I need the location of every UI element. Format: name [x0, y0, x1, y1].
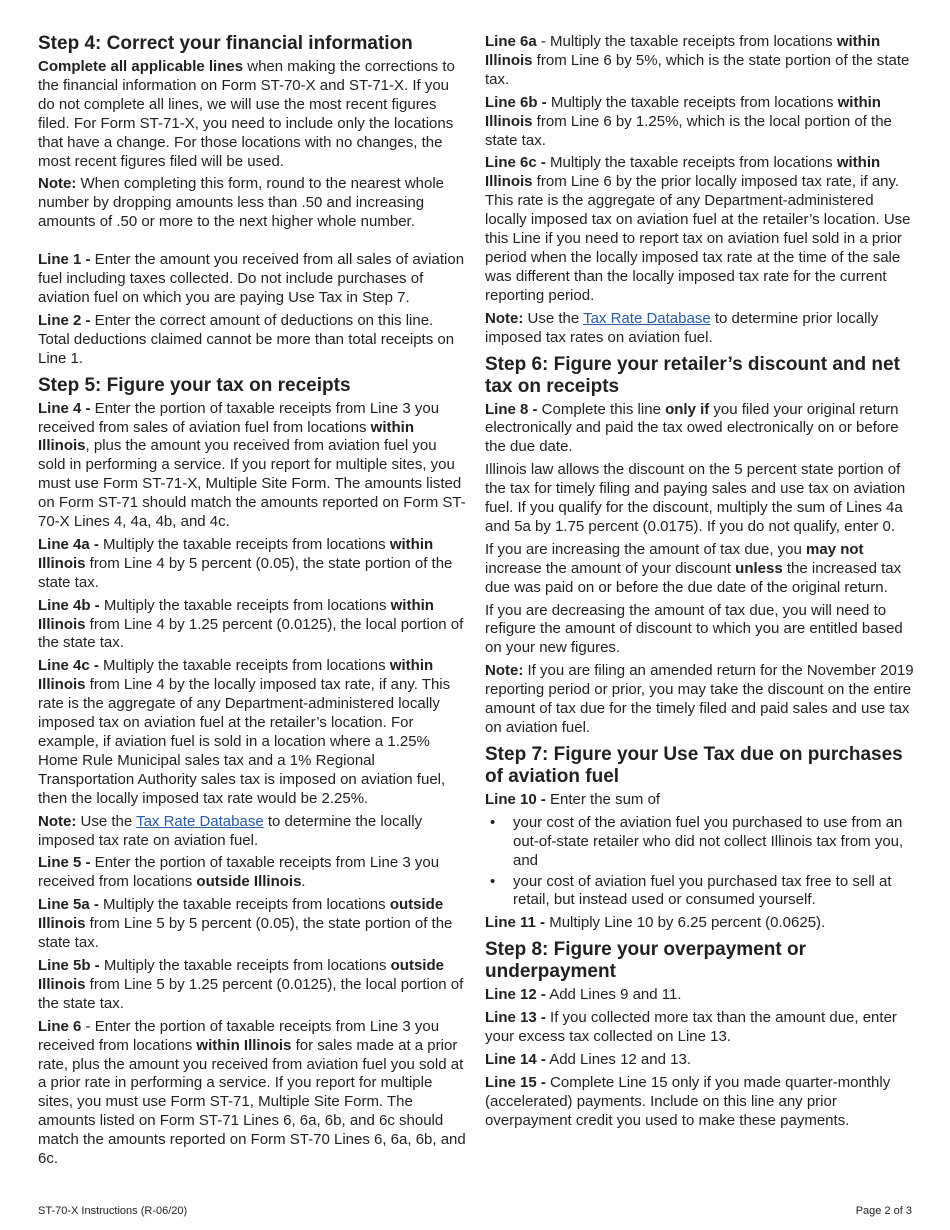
line-text: Add Lines 12 and 13.: [545, 1050, 691, 1068]
note-label: Note:: [485, 662, 524, 680]
line-label: Line 5b -: [38, 956, 100, 974]
list-item: • your cost of aviation fuel you purchased tax free to sell at retail, but instead used or consumed yourself.: [513, 873, 915, 911]
note-text: Use the: [523, 309, 584, 327]
line-text: - Multiply the taxable receipts from locations: [536, 33, 837, 50]
left-column: [38, 33, 468, 1173]
prior-rate-note: [485, 310, 915, 348]
note-text: When completing this form, round to the nearest whole number by dropping amounts less than .50 and increasing amounts of .50 or more to the next higher whole number.: [38, 175, 445, 231]
line2-instruction: [38, 312, 468, 369]
line-text: Multiply the taxable receipts from locations: [99, 956, 391, 974]
line10-bullet-list: [485, 814, 915, 911]
line-bold: within Illinois: [485, 154, 881, 191]
line-text: Multiply the taxable receipts from locations: [99, 596, 391, 614]
step4-intro-bold: Complete all applicable lines: [38, 58, 244, 75]
line-text: for sales made at a prior rate, plus the amount you received from aviation fuel you sold at a prior rate in performing a service. If you report for multiple sites, you must use Form ST-71, Multiple Site Form. The amounts listed on Form ST-71 Lines 6, 6a, 6b, and 6c should match the amounts reported on Form ST-70 Lines 6, 6a, 6b, and 6c.: [38, 1036, 466, 1168]
line-label: Line 4a -: [38, 535, 99, 553]
line-text: Enter the correct amount of deductions on this line. Total deductions claimed cannot be more than total receipts on Line 1.: [38, 311, 455, 367]
line-label: Line 6a: [485, 33, 537, 50]
page-number: Page 2 of 3: [855, 1205, 912, 1217]
paragraph-text: If you are increasing the amount of tax due, you: [485, 540, 807, 558]
line-text: Enter the portion of taxable receipts from Line 3 you received from locations: [38, 854, 440, 891]
increase-tax-paragraph: [485, 541, 915, 598]
line-text: you filed your original return electronically and paid the tax owed electronically on or before the due date.: [485, 400, 899, 456]
line-label: Line 8 -: [485, 400, 538, 418]
tax-rate-database-link[interactable]: Tax Rate Database: [136, 812, 264, 830]
line-label: Line 5a -: [38, 896, 99, 914]
line-text: .: [301, 873, 306, 891]
note-text: If you are filing an amended return for the November 2019 reporting period or prior, you may take the discount on the entire amount of tax due for the timely filed and paid sales and use tax on aviation fuel.: [485, 662, 914, 736]
line-text: If you collected more tax than the amount due, enter your excess tax collected on Line 13.: [485, 1009, 897, 1046]
step4-heading: Step 4: Correct your financial information: [38, 33, 413, 54]
note-text: Use the: [76, 812, 137, 830]
line-text: Add Lines 9 and 11.: [545, 986, 682, 1004]
line4-instruction: [38, 400, 468, 532]
line6c-instruction: [485, 154, 915, 305]
line-label: Line 5 -: [38, 854, 91, 872]
line-text: Multiply the taxable receipts from locations: [98, 657, 390, 675]
line6a-instruction: [485, 33, 915, 90]
line4a-instruction: [38, 536, 468, 593]
line-bold: within Illinois: [485, 33, 881, 69]
spacer: [38, 236, 468, 251]
note-label: Note:: [38, 175, 77, 193]
line-label: Line 10 -: [485, 790, 546, 808]
line-text: , plus the amount you received from aviation fuel you sold in performing a service. If you report for multiple sites, you must use Form ST-71-X, Multiple Site Form. The amounts listed on Form ST-71 should match the amounts reported on Form ST-70-X Lines 4, 4a, 4b, and 4c.: [38, 437, 466, 531]
line-label: Line 11 -: [485, 914, 546, 932]
line6-instruction: [38, 1018, 468, 1169]
line15-instruction: [485, 1074, 915, 1131]
line-text: Complete Line 15 only if you made quarter-monthly (accelerated) payments. Include on this line any prior overpayment credit you used to make these payments.: [485, 1073, 891, 1129]
line11-instruction: [485, 914, 915, 933]
line-text: from Line 6 by 1.25%, which is the local portion of the state tax.: [485, 112, 892, 149]
note-text: to determine prior locally imposed tax rates on aviation fuel.: [485, 309, 879, 346]
list-item: • your cost of the aviation fuel you purchased to use from an out-of-state retailer who did not collect Illinois tax from you, and: [513, 814, 915, 871]
decrease-tax-paragraph: If you are decreasing the amount of tax due, you will need to refigure the amount of discount to which you are entitled based on your new figures.: [485, 601, 903, 657]
line5a-instruction: [38, 896, 468, 953]
line-text: from Line 5 by 5 percent (0.05), the state portion of the state tax.: [38, 915, 453, 952]
note-text: to determine the locally imposed tax rate on aviation fuel.: [38, 812, 423, 849]
line-label: Line 15 -: [485, 1073, 546, 1091]
line-bold: only if: [665, 400, 710, 418]
line-label: Line 1 -: [38, 251, 91, 269]
line-text: Multiply the taxable receipts from locations: [98, 535, 390, 553]
line13-instruction: [485, 1009, 915, 1047]
discount-paragraph: Illinois law allows the discount on the 5 percent state portion of the tax for timely filing and paying sales and use tax on aviation fuel. If you qualify for the discount, multiply the sum of Lines 4a and 5a by 1.75 percent (0.0175). If you do not qualify, enter 0.: [485, 461, 906, 535]
paragraph-bold: may not: [806, 540, 864, 558]
paragraph-text: increase the amount of your discount: [485, 559, 736, 577]
line14-instruction: [485, 1051, 915, 1070]
line-text: from Line 4 by the locally imposed tax rate, if any. This rate is the aggregate of any Department-administered locally imposed tax on aviation fuel at the retailer’s location. For example, if aviation fuel is sold in a location where a 1.25% Home Rule Municipal sales tax and a 1% Regional Transportation Authority sales tax is imposed on aviation fuel, then the locally imposed tax rate would be 2.25%.: [38, 676, 451, 807]
line-bold: outside Illinois: [38, 896, 444, 933]
line-bold: within Illinois: [38, 418, 414, 455]
step7-heading: Step 7: Figure your Use Tax due on purchases of aviation fuel: [485, 743, 903, 787]
line5b-instruction: [38, 957, 468, 1014]
line-label: Line 4 -: [38, 399, 91, 417]
line-label: Line 12 -: [485, 986, 546, 1004]
line-bold: within Illinois: [38, 657, 434, 694]
line-bold: within Illinois: [38, 535, 434, 572]
line-label: Line 2 -: [38, 311, 91, 329]
paragraph-text: the increased tax due was paid on or before the due date of the original return.: [485, 559, 902, 596]
step8-heading: Step 8: Figure your overpayment or underpayment: [485, 939, 806, 983]
line-bold: outside Illinois: [38, 956, 444, 993]
line-text: Multiply Line 10 by 6.25 percent (0.0625).: [545, 914, 826, 932]
step4-note: [38, 175, 468, 232]
line-text: Enter the portion of taxable receipts from Line 3 you received from sales of aviation fuel from locations: [38, 399, 440, 436]
note-label: Note:: [485, 309, 524, 327]
line-label: Line 4b -: [38, 596, 100, 614]
line-label: Line 6c -: [485, 154, 546, 172]
line-bold: within Illinois: [196, 1036, 292, 1054]
line-text: from Line 6 by the prior locally imposed tax rate, if any. This rate is the aggregate of any Department-administered locally imposed tax on aviation fuel at the retailer’s location. Use this Line if you need to report tax on aviation fuel sold in a prior period when the locally imposed tax rate at the time of the sale was different than the locally imposed tax rate for the current reporting period.: [485, 173, 911, 304]
line-bold: within Illinois: [485, 93, 881, 130]
line-text: from Line 5 by 1.25 percent (0.0125), the local portion of the state tax.: [38, 975, 464, 1012]
paragraph-bold: unless: [735, 559, 783, 577]
form-id-footer: ST-70-X Instructions (R-06/20): [38, 1205, 188, 1217]
right-column: [485, 33, 915, 1135]
line-label: Line 6: [38, 1017, 82, 1035]
line-label: Line 4c -: [38, 657, 99, 675]
line8-instruction: [485, 401, 915, 458]
line-label: Line 13 -: [485, 1009, 546, 1027]
line-label: Line 14 -: [485, 1050, 546, 1068]
line-text: Enter the amount you received from all sales of aviation fuel including taxes collected. Do not include purchases of aviation fuel on which you are paying Use Tax in Step 7.: [38, 251, 465, 306]
line12-instruction: [485, 986, 915, 1005]
line-bold: outside Illinois: [196, 873, 302, 891]
line6b-instruction: [485, 94, 915, 151]
line10-instruction: [485, 791, 915, 810]
tax-rate-database-link[interactable]: Tax Rate Database: [583, 309, 711, 327]
step4-intro: [38, 58, 468, 171]
line5-instruction: [38, 854, 468, 892]
line-text: Multiply the taxable receipts from locations: [545, 154, 837, 172]
line-text: Complete this line: [537, 400, 666, 418]
line-text: from Line 6 by 5%, which is the state portion of the state tax.: [485, 51, 910, 88]
line-label: Line 6b -: [485, 93, 547, 111]
line-text: - Enter the portion of taxable receipts from Line 3 you received from locations: [38, 1017, 440, 1054]
line-text: Enter the sum of: [545, 790, 661, 808]
step4-intro-text: when making the corrections to the financial information on Form ST-70-X and ST-71-X. If you do not complete all lines, we will use the most recent figures filed. For Form ST-71-X, you need to include only the locations that have a change. For those locations with no changes, the most recent figures filed will be used.: [38, 58, 455, 170]
tax-rate-note: [38, 813, 468, 851]
step6-heading: Step 6: Figure your retailer’s discount and net tax on receipts: [485, 353, 900, 397]
line-text: Multiply the taxable receipts from locations: [98, 896, 390, 914]
line-text: from Line 4 by 5 percent (0.05), the state portion of the state tax.: [38, 554, 453, 591]
note-label: Note:: [38, 812, 77, 830]
line4b-instruction: [38, 597, 468, 654]
line4c-instruction: [38, 657, 468, 808]
line-bold: within Illinois: [38, 596, 434, 633]
line-text: from Line 4 by 1.25 percent (0.0125), the local portion of the state tax.: [38, 615, 464, 652]
line1-instruction: [38, 251, 468, 308]
line-text: Multiply the taxable receipts from locations: [546, 93, 838, 111]
amended-return-note: [485, 662, 915, 738]
step5-heading: Step 5: Figure your tax on receipts: [38, 374, 351, 396]
